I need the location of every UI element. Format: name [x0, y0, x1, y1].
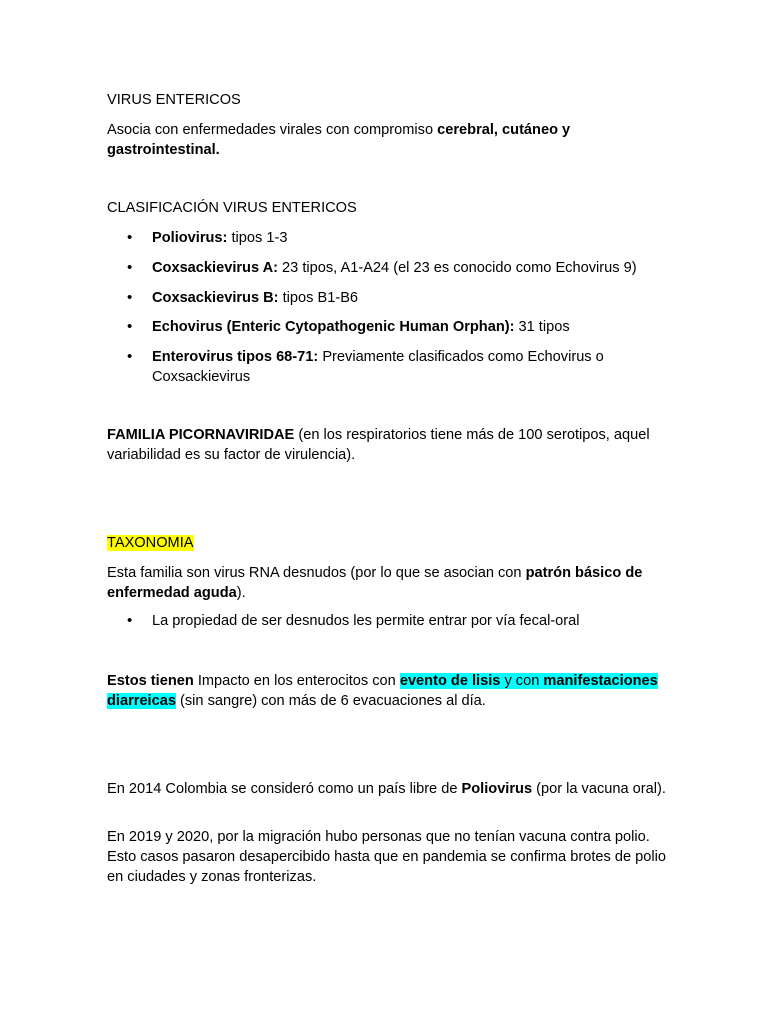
colombia-paragraph-2: En 2019 y 2020, por la migración hubo personas que no tenían vacuna contra polio. Esto casos pasaron desapercibido hasta que en pandemia se confirma brotes de polio en ciudades y zonas fronterizas. [107, 829, 666, 885]
page-title: VIRUS ENTERICOS [107, 92, 241, 108]
classification-list [107, 228, 667, 397]
list-item: • Enterovirus tipos 68-71: Previamente clasificados como Echovirus o Coxsackievirus [127, 348, 604, 386]
taxonomy-paragraph: Esta familia son virus RNA desnudos (por lo que se asocian con patrón básico de enfermedad aguda). [107, 565, 643, 601]
bullet-icon: • [127, 288, 133, 306]
bullet-icon: • [127, 229, 133, 246]
bullet-icon: • [127, 318, 133, 336]
list-item: • Coxsackievirus B: tipos B1-B6 [127, 288, 359, 306]
list-item: • Echovirus (Enteric Cytopathogenic Human Orphan): 31 tipos [127, 318, 570, 336]
impact-paragraph: Estos tienen Impacto en los enterocitos con evento de lisis y con manifestaciones diarreicas (sin sangre) con más de 6 evacuaciones al día. [107, 673, 658, 709]
bullet-icon: • [127, 348, 133, 366]
bullet-icon: • [127, 612, 133, 629]
family-paragraph: FAMILIA PICORNAVIRIDAE (en los respiratorios tiene más de 100 serotipos, aquel variabilidad es su factor de virulencia). [107, 427, 650, 463]
bullet-icon: • [127, 258, 133, 276]
list-item: • Coxsackievirus A: 23 tipos, A1-A24 (el 23 es conocido como Echovirus 9) [127, 258, 637, 276]
colombia-paragraph-1: En 2014 Colombia se consideró como un país libre de Poliovirus (por la vacuna oral). [107, 781, 666, 797]
list-item: • Poliovirus: tipos 1-3 [127, 229, 288, 246]
intro-paragraph: Asocia con enfermedades virales con compromiso cerebral, cutáneo y gastrointestinal. [107, 122, 571, 158]
taxonomy-list [107, 611, 667, 641]
highlighted-text: evento de lisis y con manifestaciones diarreicas [107, 673, 658, 709]
taxonomy-heading: TAXONOMIA [107, 535, 194, 551]
list-item: • La propiedad de ser desnudos les permite entrar por vía fecal-oral [127, 612, 580, 629]
classification-heading: CLASIFICACIÓN VIRUS ENTERICOS [107, 200, 357, 216]
